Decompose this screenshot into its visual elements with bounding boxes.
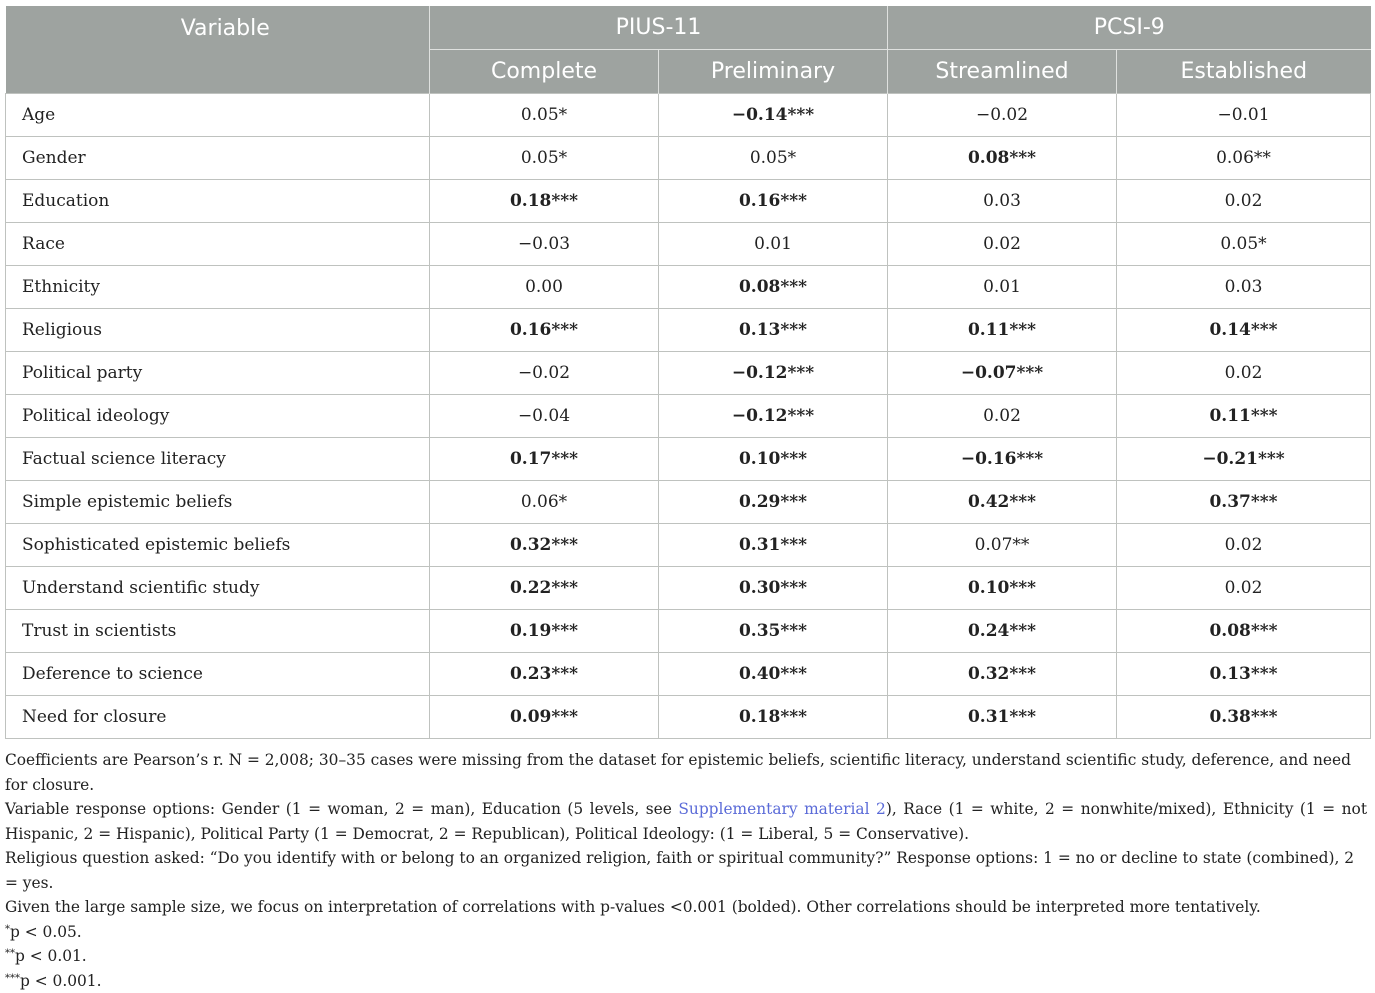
cell-value: 0.24*** bbox=[888, 610, 1117, 653]
cell-value: −0.03 bbox=[430, 223, 659, 266]
table-row bbox=[6, 653, 1371, 696]
row-label: Ethnicity bbox=[6, 266, 430, 309]
cell-value: 0.02 bbox=[888, 223, 1117, 266]
row-label: Religious bbox=[6, 309, 430, 352]
cell-value: −0.02 bbox=[888, 94, 1117, 137]
table-row bbox=[6, 223, 1371, 266]
table-row bbox=[6, 696, 1371, 739]
cell-value: −0.14*** bbox=[659, 94, 888, 137]
cell-value: 0.30*** bbox=[659, 567, 888, 610]
sig-mark-1: * bbox=[5, 924, 10, 935]
table-row bbox=[6, 610, 1371, 653]
cell-value: 0.02 bbox=[1117, 352, 1371, 395]
cell-value: 0.01 bbox=[659, 223, 888, 266]
cell-value: 0.18*** bbox=[659, 696, 888, 739]
cell-value: 0.11*** bbox=[1117, 395, 1371, 438]
correlation-table-container bbox=[5, 6, 1370, 739]
cell-value: 0.06* bbox=[430, 481, 659, 524]
cell-value: 0.38*** bbox=[1117, 696, 1371, 739]
cell-value: 0.07** bbox=[888, 524, 1117, 567]
table-row bbox=[6, 266, 1371, 309]
footnote-sig-2 bbox=[5, 944, 1367, 969]
header-group-pcsi: PCSI-9 bbox=[888, 6, 1371, 50]
cell-value: 0.00 bbox=[430, 266, 659, 309]
footnote-coefficients: Coefficients are Pearson’s r. N = 2,008; 30–35 cases were missing from the dataset for epistemic beliefs, scientific literacy, understand scientific study, deference, and need for closure. bbox=[5, 748, 1367, 797]
header-established: Established bbox=[1117, 50, 1371, 94]
cell-value: 0.11*** bbox=[888, 309, 1117, 352]
table-row bbox=[6, 137, 1371, 180]
cell-value: 0.35*** bbox=[659, 610, 888, 653]
cell-value: 0.32*** bbox=[888, 653, 1117, 696]
cell-value: 0.10*** bbox=[888, 567, 1117, 610]
sig-text-2: p < 0.01. bbox=[15, 947, 87, 965]
cell-value: −0.01 bbox=[1117, 94, 1371, 137]
sig-text-1: p < 0.05. bbox=[10, 923, 82, 941]
sig-mark-2: ** bbox=[5, 948, 15, 959]
footnote-sig-1 bbox=[5, 920, 1367, 945]
header-preliminary: Preliminary bbox=[659, 50, 888, 94]
cell-value: −0.16*** bbox=[888, 438, 1117, 481]
cell-value: 0.02 bbox=[1117, 567, 1371, 610]
cell-value: 0.06** bbox=[1117, 137, 1371, 180]
cell-value: −0.21*** bbox=[1117, 438, 1371, 481]
footnote-response-options bbox=[5, 797, 1367, 846]
cell-value: −0.02 bbox=[430, 352, 659, 395]
row-label: Education bbox=[6, 180, 430, 223]
footnote-sig-3 bbox=[5, 969, 1367, 993]
cell-value: 0.31*** bbox=[659, 524, 888, 567]
footnote-response-options-text: Variable response options: Gender (1 = woman, 2 = man), Education (5 levels, see bbox=[5, 800, 678, 818]
cell-value: 0.29*** bbox=[659, 481, 888, 524]
header-variable: Variable bbox=[6, 6, 430, 94]
cell-value: 0.13*** bbox=[1117, 653, 1371, 696]
table-row bbox=[6, 180, 1371, 223]
row-label: Political ideology bbox=[6, 395, 430, 438]
correlation-table bbox=[5, 6, 1371, 739]
cell-value: 0.17*** bbox=[430, 438, 659, 481]
sig-text-3: p < 0.001. bbox=[20, 972, 102, 990]
row-label: Need for closure bbox=[6, 696, 430, 739]
cell-value: −0.12*** bbox=[659, 395, 888, 438]
footnote-religious: Religious question asked: “Do you identify with or belong to an organized religion, faith or spiritual community?” Response options: 1 = no or decline to state (combined), 2 = yes. bbox=[5, 846, 1367, 895]
table-row bbox=[6, 567, 1371, 610]
footnote-response-options-text-end: ), Race (1 = white, 2 = nonwhite/mixed), Ethnicity (1 = not Hispanic, 2 = Hispanic), Political Party (1 = Democrat, 2 = Republican), Political Ideology: (1 = Liberal, 5 = Conservative). bbox=[5, 800, 1367, 843]
cell-value: 0.01 bbox=[888, 266, 1117, 309]
table-body bbox=[6, 94, 1371, 739]
cell-value: 0.05* bbox=[430, 137, 659, 180]
cell-value: 0.05* bbox=[1117, 223, 1371, 266]
cell-value: 0.05* bbox=[430, 94, 659, 137]
row-label: Political party bbox=[6, 352, 430, 395]
table-row bbox=[6, 94, 1371, 137]
table-header bbox=[6, 6, 1371, 94]
cell-value: 0.10*** bbox=[659, 438, 888, 481]
supplementary-material-link[interactable]: Supplementary material 2 bbox=[678, 800, 885, 818]
cell-value: 0.02 bbox=[1117, 180, 1371, 223]
row-label: Deference to science bbox=[6, 653, 430, 696]
cell-value: 0.16*** bbox=[659, 180, 888, 223]
row-label: Race bbox=[6, 223, 430, 266]
table-row bbox=[6, 395, 1371, 438]
cell-value: 0.02 bbox=[1117, 524, 1371, 567]
cell-value: 0.05* bbox=[659, 137, 888, 180]
cell-value: −0.04 bbox=[430, 395, 659, 438]
row-label: Gender bbox=[6, 137, 430, 180]
sig-mark-3: *** bbox=[5, 973, 20, 984]
row-label: Trust in scientists bbox=[6, 610, 430, 653]
cell-value: 0.19*** bbox=[430, 610, 659, 653]
cell-value: 0.37*** bbox=[1117, 481, 1371, 524]
table-footnotes bbox=[5, 748, 1367, 993]
cell-value: 0.14*** bbox=[1117, 309, 1371, 352]
table-row bbox=[6, 352, 1371, 395]
row-label: Age bbox=[6, 94, 430, 137]
cell-value: 0.13*** bbox=[659, 309, 888, 352]
cell-value: 0.16*** bbox=[430, 309, 659, 352]
cell-value: 0.18*** bbox=[430, 180, 659, 223]
cell-value: 0.42*** bbox=[888, 481, 1117, 524]
table-row bbox=[6, 309, 1371, 352]
row-label: Simple epistemic beliefs bbox=[6, 481, 430, 524]
header-group-pius: PIUS-11 bbox=[430, 6, 888, 50]
cell-value: 0.03 bbox=[888, 180, 1117, 223]
cell-value: 0.31*** bbox=[888, 696, 1117, 739]
cell-value: 0.22*** bbox=[430, 567, 659, 610]
cell-value: 0.03 bbox=[1117, 266, 1371, 309]
cell-value: 0.02 bbox=[888, 395, 1117, 438]
cell-value: 0.23*** bbox=[430, 653, 659, 696]
cell-value: 0.40*** bbox=[659, 653, 888, 696]
cell-value: 0.08*** bbox=[888, 137, 1117, 180]
cell-value: 0.08*** bbox=[1117, 610, 1371, 653]
table-row bbox=[6, 438, 1371, 481]
table-row bbox=[6, 481, 1371, 524]
row-label: Factual science literacy bbox=[6, 438, 430, 481]
cell-value: −0.07*** bbox=[888, 352, 1117, 395]
cell-value: 0.32*** bbox=[430, 524, 659, 567]
cell-value: 0.08*** bbox=[659, 266, 888, 309]
row-label: Understand scientific study bbox=[6, 567, 430, 610]
cell-value: 0.09*** bbox=[430, 696, 659, 739]
footnote-sample-size: Given the large sample size, we focus on interpretation of correlations with p-values <0.001 (bolded). Other correlations should be interpreted more tentatively. bbox=[5, 895, 1367, 920]
table-row bbox=[6, 524, 1371, 567]
row-label: Sophisticated epistemic beliefs bbox=[6, 524, 430, 567]
cell-value: −0.12*** bbox=[659, 352, 888, 395]
header-streamlined: Streamlined bbox=[888, 50, 1117, 94]
header-complete: Complete bbox=[430, 50, 659, 94]
